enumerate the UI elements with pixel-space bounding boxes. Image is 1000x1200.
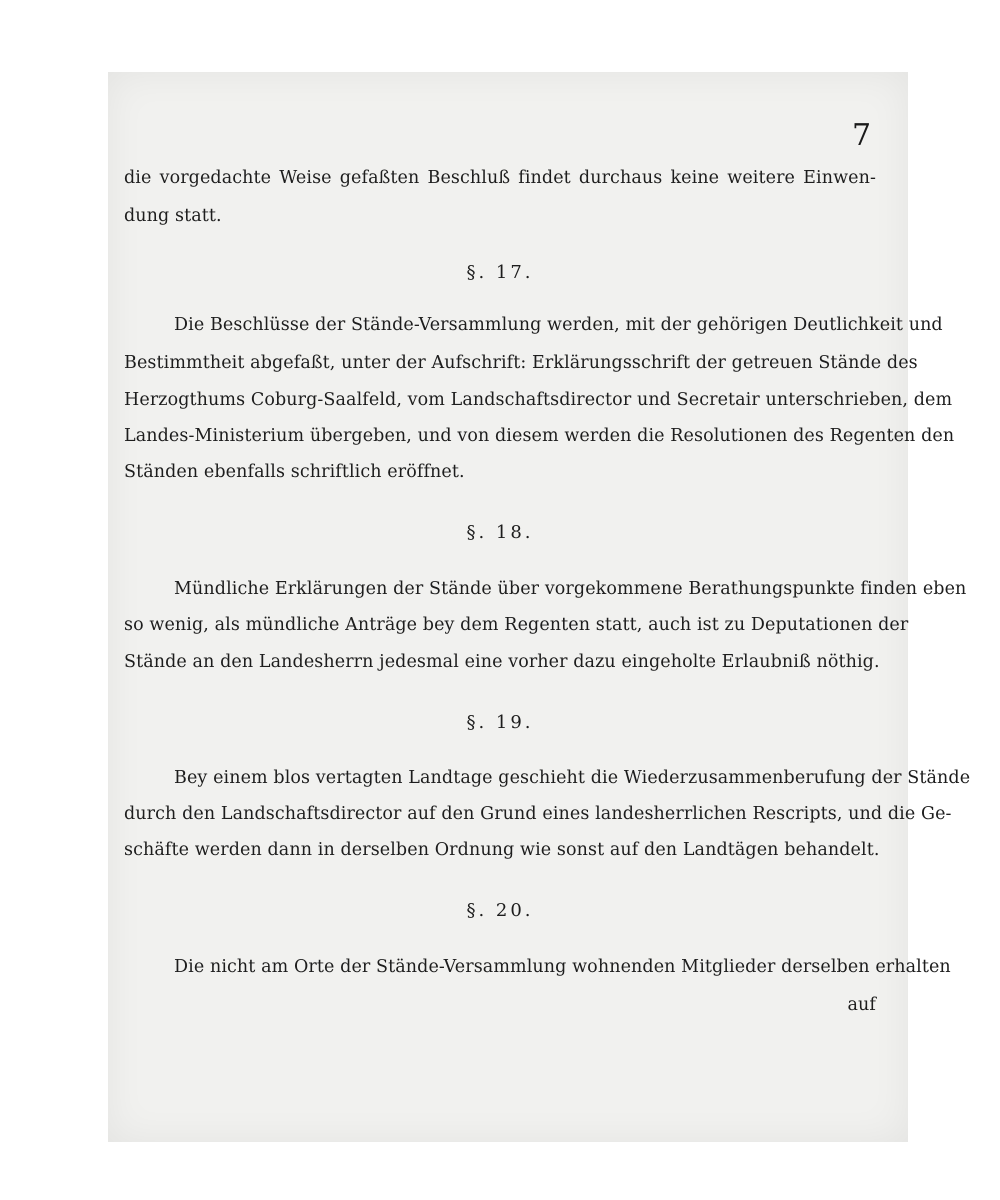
text-line: Bey einem blos vertagten Landtage geschieht die Wiederzusammenberufung der Stände	[174, 768, 971, 788]
text-line: Mündliche Erklärungen der Stände über vorgekommene Berathungspunkte finden eben	[174, 579, 967, 599]
text-line: Landes-Ministerium übergeben, und von diesem werden die Resolutionen des Regenten den	[124, 426, 955, 446]
text-line: Die Beschlüsse der Stände-Versammlung werden, mit der gehörigen Deutlichkeit und	[174, 315, 943, 335]
section-heading-18: §. 18.	[466, 522, 534, 543]
paper-sheet	[108, 72, 971, 1142]
text-line: dung statt.	[124, 206, 222, 226]
text-line: Stände an den Landesherrn jedesmal eine vorher dazu eingeholte Erlaubniß nöthig.	[124, 652, 880, 672]
text-line: Ständen ebenfalls schriftlich eröffnet.	[124, 462, 465, 482]
text-line: Herzogthums Coburg-Saalfeld, vom Landschaftsdirector und Secretair unterschrieben, dem	[124, 390, 953, 410]
page-number: 7	[852, 118, 872, 153]
catchword: auf	[847, 995, 876, 1015]
text-line: Die nicht am Orte der Stände-Versammlung wohnenden Mitglieder derselben erhalten	[174, 957, 951, 977]
text-line: durch den Landschaftsdirector auf den Grund eines landesherrlichen Rescripts, und die Ge-	[124, 804, 952, 824]
section-heading-19: §. 19.	[466, 712, 534, 733]
text-line: schäfte werden dann in derselben Ordnung wie sonst auf den Landtägen behandelt.	[124, 840, 880, 860]
text-line: so wenig, als mündliche Anträge bey dem Regenten statt, auch ist zu Deputationen der	[124, 615, 909, 635]
section-heading-17: §. 17.	[466, 262, 534, 283]
section-heading-20: §. 20.	[466, 900, 534, 921]
text-line: die vorgedachte Weise gefaßten Beschluß findet durchaus keine weitere Einwen-	[124, 168, 876, 188]
text-line: Bestimmtheit abgefaßt, unter der Aufschrift: Erklärungsschrift der getreuen Stände des	[124, 353, 918, 373]
